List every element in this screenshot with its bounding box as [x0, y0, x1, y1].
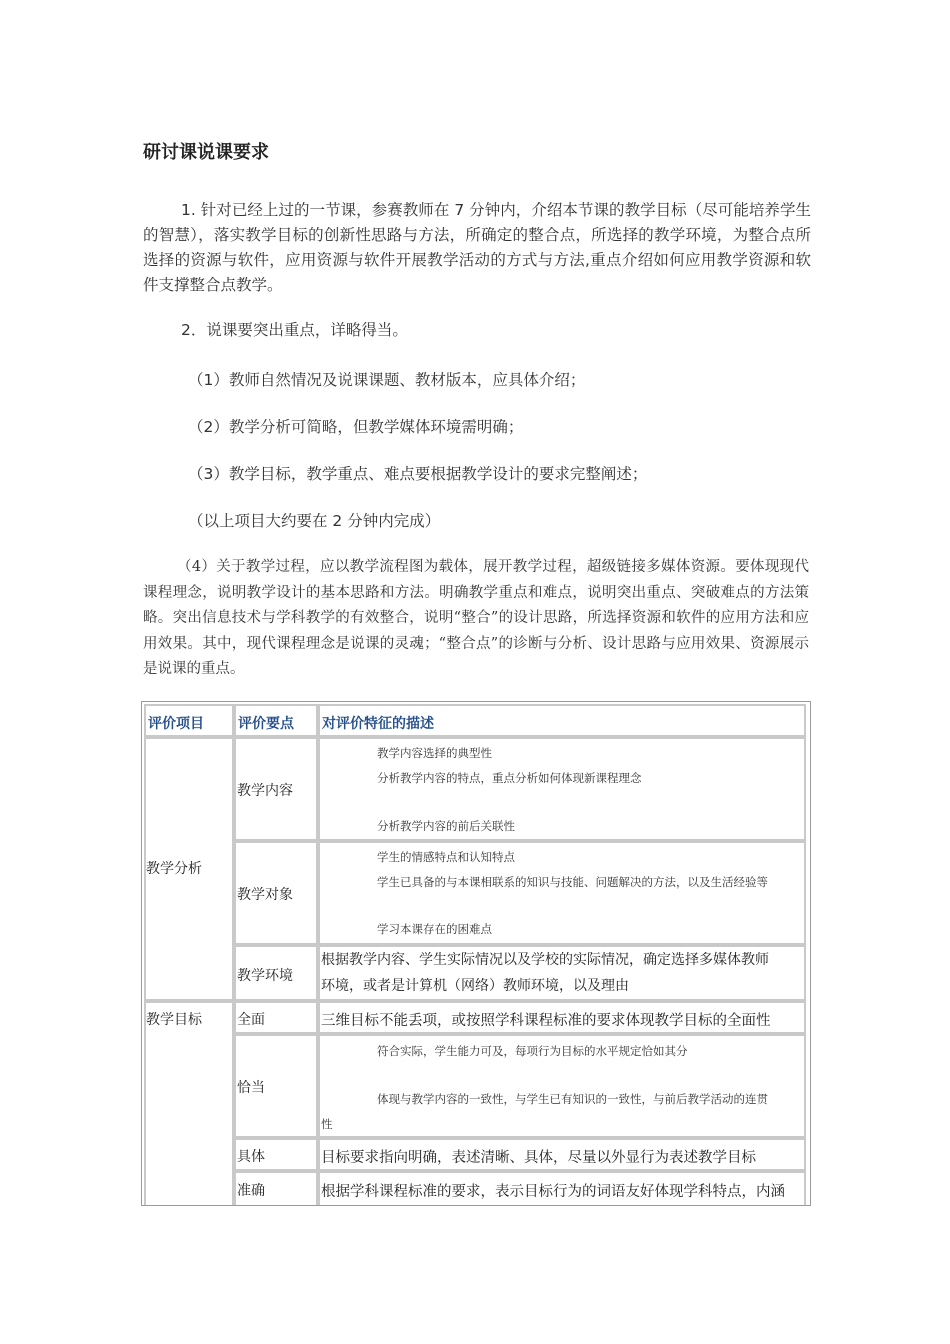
desc-appropriate-3: 性 — [321, 1117, 333, 1131]
point-cell-environment — [234, 945, 318, 1001]
paragraph-3: （1）教师自然情况及说课课题、教材版本，应具体介绍； — [188, 371, 586, 389]
desc-specific: 目标要求指向明确，表述清晰、具体，尽量以外显行为表述教学目标 — [321, 1150, 756, 1166]
point-label-content: 教学内容 — [237, 783, 293, 799]
paragraph-4: （2）教学分析可简略，但教学媒体环境需明确； — [188, 418, 524, 436]
desc-cell-specific — [318, 1138, 806, 1171]
desc-content-3: 分析教学内容的前后关联性 — [377, 819, 515, 833]
desc-object-3: 学习本课存在的困难点 — [377, 922, 492, 936]
paragraph-2: 2．说课要突出重点，详略得当。 — [181, 321, 408, 339]
page-title: 研讨课说课要求 — [143, 142, 269, 163]
desc-object-2: 学生已具备的与本课相联系的知识与技能、问题解决的方法，以及生活经验等 — [377, 875, 768, 889]
desc-cell-comprehensive — [318, 1001, 806, 1034]
evaluation-table — [141, 701, 811, 1206]
table-header-cell — [318, 704, 806, 737]
desc-cell-content — [318, 737, 806, 841]
point-cell-specific — [234, 1138, 318, 1171]
header-point: 评价要点 — [238, 716, 294, 732]
table-header-cell — [144, 704, 234, 737]
table-header-cell — [234, 704, 318, 737]
desc-environment-1: 根据教学内容、学生实际情况以及学校的实际情况，确定选择多媒体教师 — [321, 952, 769, 968]
paragraph-7: （4）关于教学过程，应以教学流程图为载体，展开教学过程，超级链接多媒体资源。要体现现代课程理念，说明教学设计的基本思路和方法。明确教学重点和难点，说明突出重点、突破难点的方法策略。突出信息技术与学科教学的有效整合，说明“整合”的设计思路，所选择资源和软件的应用方法和应用效果。其中，现代课程理念是说课的灵魂；“整合点”的诊断与分析、设计思路与应用效果、资源展示是说课的重点。 — [143, 559, 809, 677]
point-cell-appropriate — [234, 1034, 318, 1138]
desc-cell-environment — [318, 945, 806, 1001]
desc-content-2: 分析教学内容的特点，重点分析如何体现新课程理念 — [377, 771, 642, 785]
desc-cell-appropriate — [318, 1034, 806, 1138]
group-label-goals: 教学目标 — [146, 1012, 202, 1028]
desc-environment-2: 环境，或者是计算机（网络）教师环境，以及理由 — [321, 978, 629, 994]
point-label-appropriate: 恰当 — [237, 1080, 265, 1096]
desc-cell-object — [318, 841, 806, 945]
desc-comprehensive: 三维目标不能丢项，或按照学科课程标准的要求体现教学目标的全面性 — [321, 1013, 771, 1029]
desc-content-1: 教学内容选择的典型性 — [377, 746, 492, 760]
point-label-comprehensive: 全面 — [237, 1012, 265, 1028]
point-cell-content — [234, 737, 318, 841]
paragraph-6: （以上项目大约要在 2 分钟内完成） — [188, 512, 441, 530]
desc-appropriate-1: 符合实际，学生能力可及，每项行为目标的水平规定恰如其分 — [377, 1044, 688, 1058]
point-label-object: 教学对象 — [237, 887, 293, 903]
group-cell-goals — [144, 1001, 234, 1205]
point-label-environment: 教学环境 — [237, 968, 293, 984]
point-label-accurate: 准确 — [237, 1183, 265, 1199]
group-cell-analysis — [144, 737, 234, 1001]
desc-appropriate-2: 体现与教学内容的一致性，与学生已有知识的一致性，与前后教学活动的连贯 — [377, 1092, 768, 1106]
desc-accurate: 根据学科课程标准的要求，表示目标行为的词语友好体现学科特点，内涵 — [321, 1184, 785, 1200]
header-item: 评价项目 — [148, 716, 204, 732]
header-description: 对评价特征的描述 — [322, 716, 434, 732]
point-label-specific: 具体 — [237, 1149, 265, 1165]
point-cell-accurate — [234, 1171, 318, 1205]
paragraph-1: 1. 针对已经上过的一节课，参赛教师在 7 分钟内，介绍本节课的教学目标（尽可能培养学生的智慧），落实教学目标的创新性思路与方法，所确定的整合点，所选择的教学环境，为整合点所选择的资源与软件，应用资源与软件开展教学活动的方式与方法,重点介绍如何应用教学资源和软件支撑整合点教学。 — [143, 201, 811, 294]
point-cell-comprehensive — [234, 1001, 318, 1034]
point-cell-object — [234, 841, 318, 945]
desc-object-1: 学生的情感特点和认知特点 — [377, 850, 515, 864]
paragraph-5: （3）教学目标，教学重点、难点要根据教学设计的要求完整阐述； — [188, 465, 648, 483]
desc-cell-accurate — [318, 1171, 806, 1205]
group-label-analysis: 教学分析 — [146, 861, 202, 877]
